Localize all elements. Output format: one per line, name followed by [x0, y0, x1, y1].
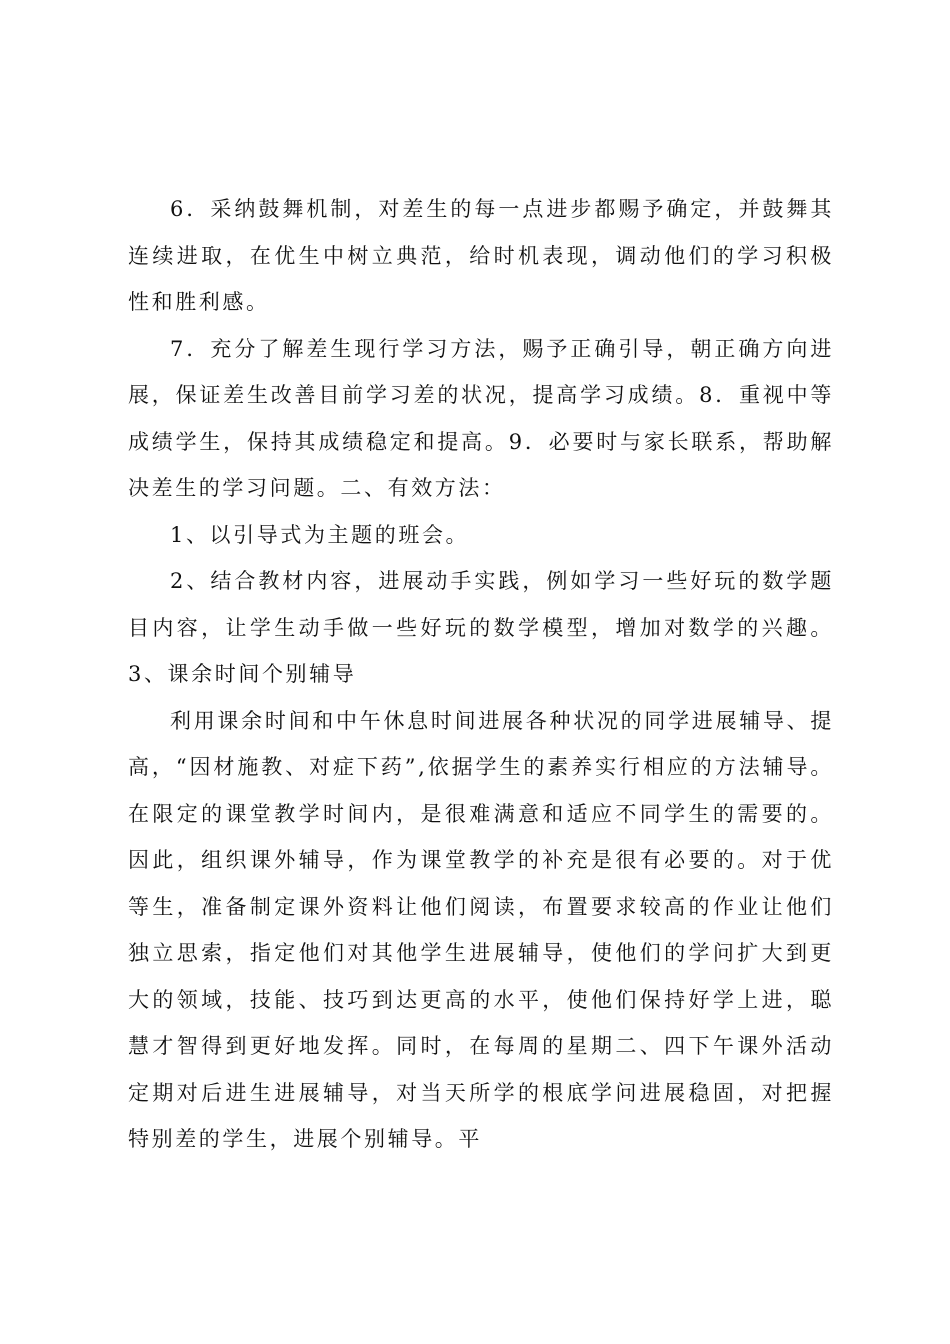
- paragraph-6-encouragement: 6．采纳鼓舞机制，对差生的每一点进步都赐予确定，并鼓舞其连续进取，在优生中树立典范，给时机表现，调动他们的学习积极性和胜利感。: [128, 197, 834, 314]
- paragraph-method-1-class-meeting: 1、以引导式为主题的班会。: [170, 522, 470, 547]
- paragraph-after-class-tutoring: 利用课余时间和中午休息时间进展各种状况的同学进展辅导、提高，“因材施教、对症下药”,依据学生的素养实行相应的方法辅导。在限定的课堂教学时间内，是很难满意和适应不同学生的需要的。因此，组织课外辅导，作为课堂教学的补充是很有必要的。对于优等生，准备制定课外资料让他们阅读，布置要求较高的作业让他们独立思索，指定他们对其他学生进展辅导，使他们的学问扩大到更大的领域，技能、技巧到达更高的水平，使他们保持好学上进，聪慧才智得到更好地发挥。同时，在每周的星期二、四下午课外活动定期对后进生进展辅导，对当天所学的根底学问进展稳固，对把握特别差的学生，进展个别辅导。平: [128, 708, 834, 1151]
- paragraph-7-guidance: 7．充分了解差生现行学习方法，赐予正确引导，朝正确方向进展，保证差生改善目前学习差的状况，提高学习成绩。8．重视中等成绩学生，保持其成绩稳定和提高。9．必要时与家长联系，帮助解决差生的学习问题。二、有效方法：: [128, 336, 834, 500]
- document-body: [128, 186, 834, 1163]
- paragraph-method-2-practice: 2、结合教材内容，进展动手实践，例如学习一些好玩的数学题目内容，让学生动手做一些好玩的数学模型，增加对数学的兴趣。3、课余时间个别辅导: [128, 569, 834, 686]
